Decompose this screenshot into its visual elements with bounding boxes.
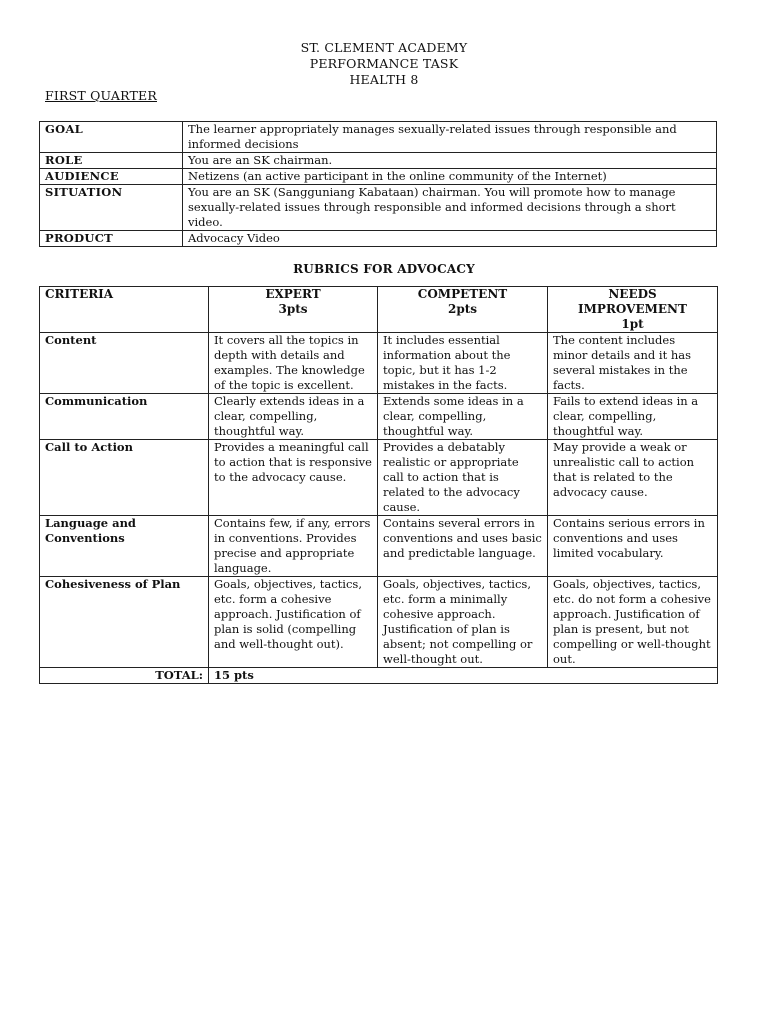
subject-name: HEALTH 8 (349, 72, 419, 87)
criteria-cell: Call to Action (40, 440, 209, 516)
rubric-row (40, 333, 718, 394)
task-title: PERFORMANCE TASK (309, 56, 459, 71)
needs-improvement-cell: The content includes minor details and it has several mistakes in the facts. (548, 333, 718, 394)
needs-improvement-header (548, 287, 718, 333)
criteria-cell: Cohesiveness of Plan (40, 577, 209, 668)
expert-cell: Contains few, if any, errors in conventions. Provides precise and appropriate language. (209, 516, 378, 577)
document-header (0, 40, 768, 88)
grasps-text: The learner appropriately manages sexually-related issues through responsible and informed decisions (183, 122, 717, 153)
grasps-label: PRODUCT (40, 231, 183, 247)
rubric-title: RUBRICS FOR ADVOCACY (293, 262, 475, 276)
grasps-label: GOAL (40, 122, 183, 153)
grasps-text: Advocacy Video (183, 231, 717, 247)
needs-improvement-cell: Goals, objectives, tactics, etc. do not form a cohesive approach. Justification of plan is present, but not compelling or well-thought out. (548, 577, 718, 668)
grasps-text: Netizens (an active participant in the online community of the Internet) (183, 169, 717, 185)
criteria-cell: Language and Conventions (40, 516, 209, 577)
expert-label: EXPERT (265, 287, 321, 301)
grasps-row (40, 122, 717, 153)
rubric-table (39, 286, 718, 684)
competent-cell: It includes essential information about the topic, but it has 1-2 mistakes in the facts. (378, 333, 548, 394)
competent-label: COMPETENT (417, 287, 508, 301)
rubric-row (40, 577, 718, 668)
grasps-label: ROLE (40, 153, 183, 169)
grasps-row (40, 153, 717, 169)
needs-improvement-label: NEEDS IMPROVEMENT (578, 287, 687, 316)
school-name: ST. CLEMENT ACADEMY (300, 40, 468, 55)
expert-header (209, 287, 378, 333)
grasps-row (40, 231, 717, 247)
grasps-text: You are an SK (Sangguniang Kabataan) chairman. You will promote how to manage sexually-related issues through responsible and informed decisions through a short video. (183, 185, 717, 231)
grasps-label: SITUATION (40, 185, 183, 231)
competent-cell: Extends some ideas in a clear, compelling, thoughtful way. (378, 394, 548, 440)
competent-cell: Contains several errors in conventions and uses basic and predictable language. (378, 516, 548, 577)
criteria-header: CRITERIA (40, 287, 209, 333)
grasps-row (40, 169, 717, 185)
total-value: 15 pts (209, 668, 718, 684)
criteria-cell: Content (40, 333, 209, 394)
expert-points: 3pts (278, 302, 308, 316)
competent-cell: Goals, objectives, tactics, etc. form a minimally cohesive approach. Justification of plan is absent; not compelling or well-thought out. (378, 577, 548, 668)
rubric-header-row (40, 287, 718, 333)
expert-cell: It covers all the topics in depth with details and examples. The knowledge of the topic is excellent. (209, 333, 378, 394)
needs-improvement-cell: May provide a weak or unrealistic call to action that is related to the advocacy cause. (548, 440, 718, 516)
expert-cell: Goals, objectives, tactics, etc. form a cohesive approach. Justification of plan is solid (compelling and well-thought out). (209, 577, 378, 668)
total-label: TOTAL: (40, 668, 209, 684)
competent-points: 2pts (447, 302, 478, 316)
expert-cell: Provides a meaningful call to action that is responsive to the advocacy cause. (209, 440, 378, 516)
total-row (40, 668, 718, 684)
grasps-table (39, 121, 717, 247)
rubric-row (40, 516, 718, 577)
competent-cell: Provides a debatably realistic or appropriate call to action that is related to the advocacy cause. (378, 440, 548, 516)
competent-header (378, 287, 548, 333)
needs-improvement-points: 1pt (621, 317, 644, 331)
quarter-label: FIRST QUARTER (45, 88, 157, 103)
needs-improvement-cell: Contains serious errors in conventions and uses limited vocabulary. (548, 516, 718, 577)
rubric-row (40, 394, 718, 440)
criteria-cell: Communication (40, 394, 209, 440)
rubric-row (40, 440, 718, 516)
grasps-row (40, 185, 717, 231)
grasps-label: AUDIENCE (40, 169, 183, 185)
needs-improvement-cell: Fails to extend ideas in a clear, compelling, thoughtful way. (548, 394, 718, 440)
grasps-text: You are an SK chairman. (183, 153, 717, 169)
expert-cell: Clearly extends ideas in a clear, compelling, thoughtful way. (209, 394, 378, 440)
